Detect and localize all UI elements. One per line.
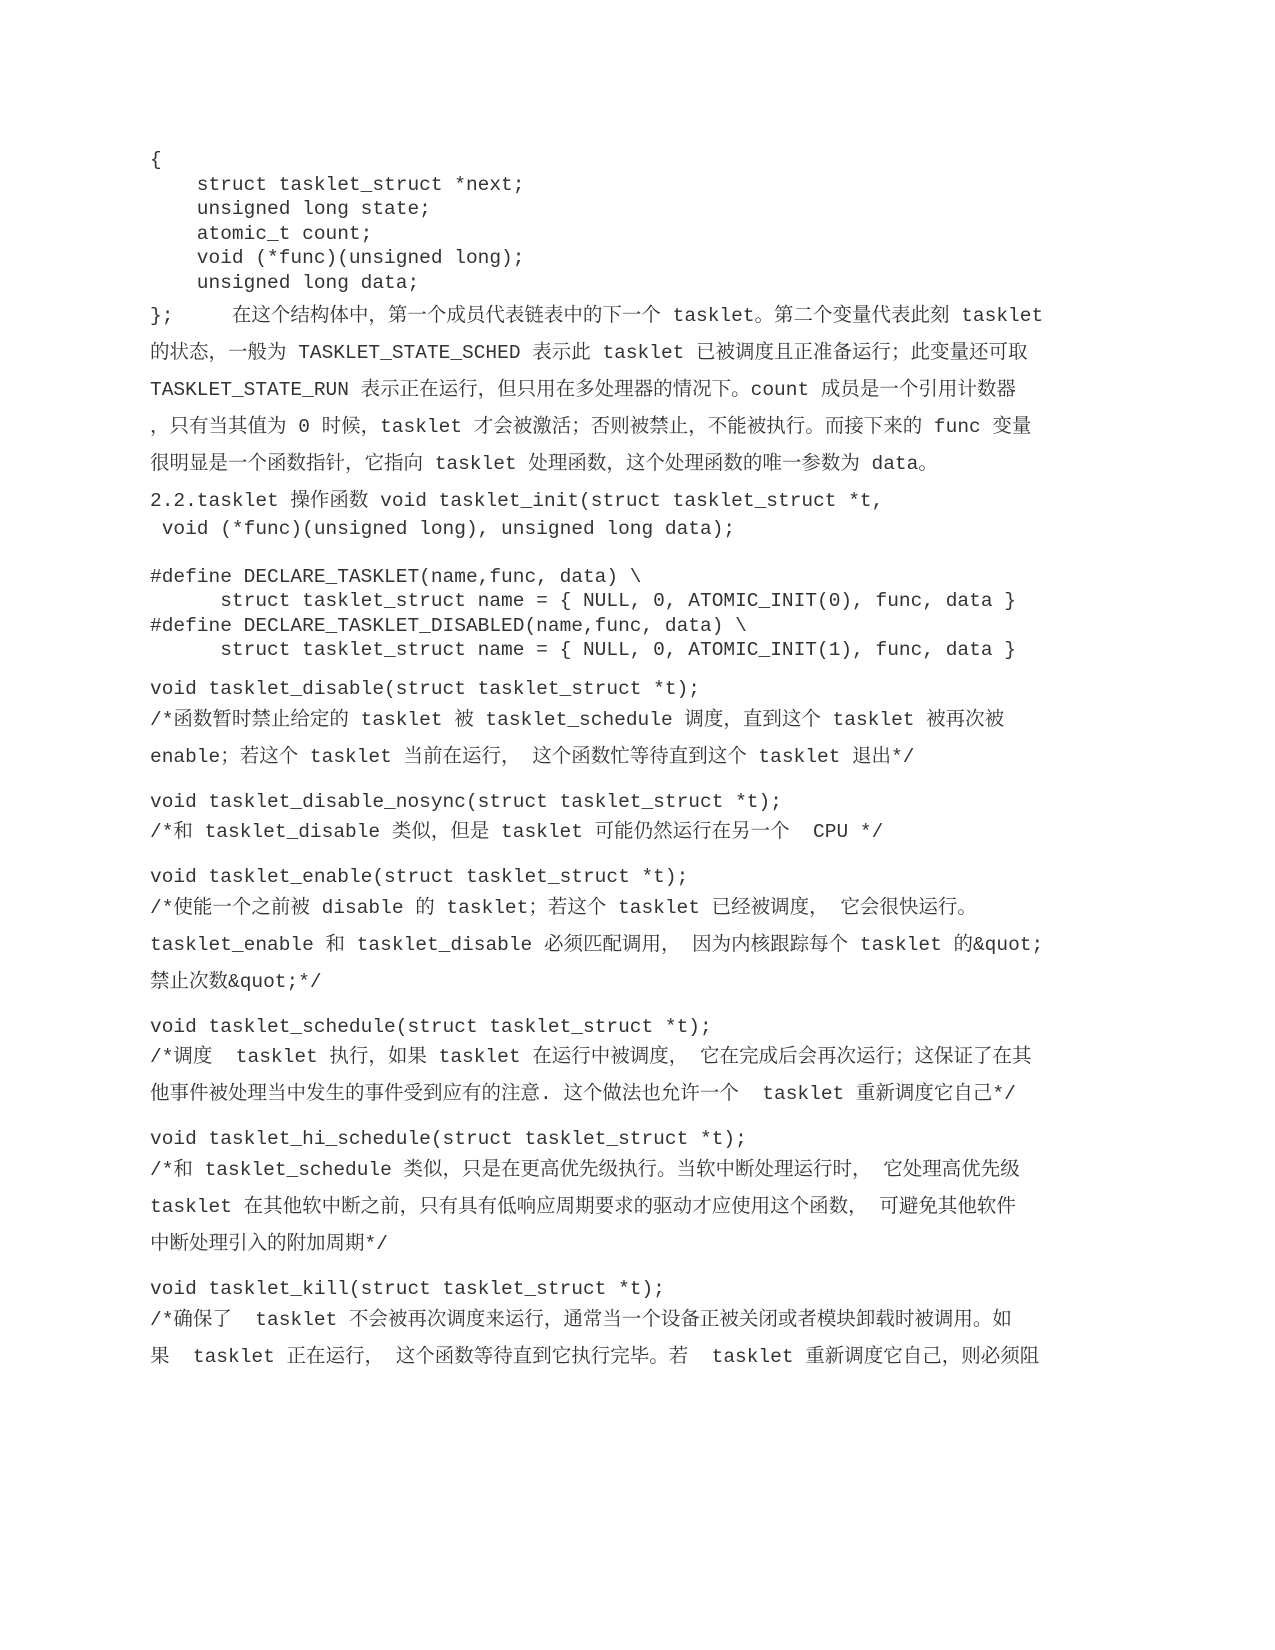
section-heading-line: 2.2.tasklet 操作函数 void tasklet_init(struct tasklet_struct *t, xyxy=(150,489,884,512)
code-line: struct tasklet_struct name = { NULL, 0, ATOMIC_INIT(1), func, data } xyxy=(150,639,1016,662)
code-line: unsigned long state; xyxy=(150,198,431,221)
function-tasklet-enable xyxy=(150,865,1130,1001)
function-comment-line: /*函数暂时禁止给定的 tasklet 被 tasklet_schedule 调度，直到这个 tasklet 被再次被 xyxy=(150,708,1005,731)
struct-definition-code xyxy=(150,148,1130,296)
function-signature: void tasklet_kill(struct tasklet_struct *t); xyxy=(150,1277,665,1300)
code-line: atomic_t count; xyxy=(150,222,373,245)
document-page xyxy=(150,148,1130,1376)
paragraph-line: 的状态，一般为 TASKLET_STATE_SCHED 表示此 tasklet 已被调度且正准备运行；此变量还可取 xyxy=(150,341,1028,364)
struct-description-paragraph xyxy=(150,298,1130,483)
code-line: #define DECLARE_TASKLET(name,func, data) \ xyxy=(150,565,642,588)
function-tasklet-disable-nosync xyxy=(150,790,1130,852)
function-signature: void tasklet_disable(struct tasklet_struct *t); xyxy=(150,677,700,700)
function-comment-line: tasklet 在其他软中断之前，只有具有低响应周期要求的驱动才应使用这个函数， 可避免其他软件 xyxy=(150,1195,1016,1218)
function-signature: void tasklet_disable_nosync(struct tasklet_struct *t); xyxy=(150,790,782,813)
code-line: void (*func)(unsigned long); xyxy=(150,247,525,270)
function-tasklet-kill xyxy=(150,1277,1130,1376)
function-comment-line: enable；若这个 tasklet 当前在运行， 这个函数忙等待直到这个 tasklet 退出*/ xyxy=(150,745,915,768)
section-heading xyxy=(150,483,1130,539)
function-signature: void tasklet_enable(struct tasklet_struct *t); xyxy=(150,866,689,889)
function-tasklet-hi-schedule xyxy=(150,1127,1130,1263)
code-line: unsigned long data; xyxy=(150,271,420,294)
paragraph-line: 很明显是一个函数指针，它指向 tasklet 处理函数，这个处理函数的唯一参数为 data。 xyxy=(150,452,938,475)
paragraph-line: TASKLET_STATE_RUN 表示正在运行，但只用在多处理器的情况下。count 成员是一个引用计数器 xyxy=(150,378,1016,401)
function-comment-line: 禁止次数&quot;*/ xyxy=(150,970,322,993)
function-comment-line: /*和 tasklet_schedule 类似，只是在更高优先级执行。当软中断处理运行时， 它处理高优先级 xyxy=(150,1158,1020,1181)
function-comment-line: /*和 tasklet_disable 类似，但是 tasklet 可能仍然运行在另一个 CPU */ xyxy=(150,821,884,844)
code-line: struct tasklet_struct *next; xyxy=(150,173,525,196)
code-line: { xyxy=(150,149,162,171)
function-comment-line: 中断处理引入的附加周期*/ xyxy=(150,1232,388,1255)
paragraph-line: }; 在这个结构体中，第一个成员代表链表中的下一个 tasklet。第二个变量代表此刻 tasklet xyxy=(150,304,1044,327)
paragraph-line: ，只有当其值为 0 时候，tasklet 才会被激活；否则被禁止，不能被执行。而接下来的 func 变量 xyxy=(150,415,1032,438)
function-tasklet-schedule xyxy=(150,1015,1130,1114)
code-line: #define DECLARE_TASKLET_DISABLED(name,func, data) \ xyxy=(150,614,747,637)
code-line: struct tasklet_struct name = { NULL, 0, ATOMIC_INIT(0), func, data } xyxy=(150,590,1016,613)
define-macros-code xyxy=(150,565,1130,663)
function-tasklet-disable xyxy=(150,677,1130,776)
function-comment-line: /*使能一个之前被 disable 的 tasklet；若这个 tasklet 已经被调度， 它会很快运行。 xyxy=(150,896,977,919)
function-comment-line: /*确保了 tasklet 不会被再次调度来运行，通常当一个设备正被关闭或者模块卸载时被调用。如 xyxy=(150,1308,1012,1331)
function-comment-line: tasklet_enable 和 tasklet_disable 必须匹配调用， 因为内核跟踪每个 tasklet 的&quot; xyxy=(150,933,1044,956)
function-comment-line: /*调度 tasklet 执行，如果 tasklet 在运行中被调度， 它在完成后会再次运行；这保证了在其 xyxy=(150,1046,1032,1069)
function-comment-line: 果 tasklet 正在运行， 这个函数等待直到它执行完毕。若 tasklet 重新调度它自己，则必须阻 xyxy=(150,1345,1040,1368)
function-signature: void tasklet_schedule(struct tasklet_struct *t); xyxy=(150,1015,712,1038)
function-signature: void tasklet_hi_schedule(struct tasklet_struct *t); xyxy=(150,1128,747,1151)
function-comment-line: 他事件被处理当中发生的事件受到应有的注意. 这个做法也允许一个 tasklet 重新调度它自己*/ xyxy=(150,1083,1016,1106)
section-heading-line: void (*func)(unsigned long), unsigned long data); xyxy=(150,517,736,540)
